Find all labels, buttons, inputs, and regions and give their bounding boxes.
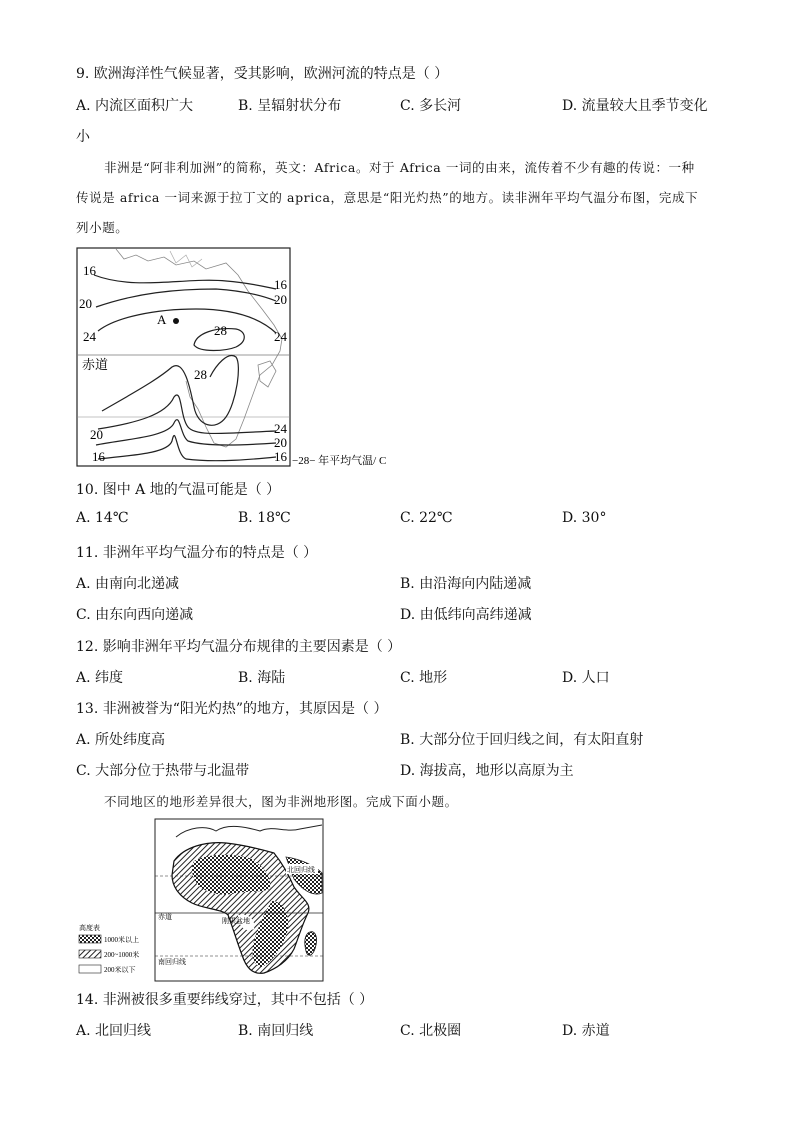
legend-swatch-mid: [79, 950, 101, 958]
point-a-marker: [173, 318, 179, 324]
intro1-line1: 非洲是“阿非利加洲”的简称，英文：Africa。对于 Africa 一词的由来，流传着不少有趣的传说：一种: [104, 160, 695, 175]
q10-stem: 10. 图中 A 地的气温可能是（ ）: [76, 482, 281, 498]
label-24-w: 24: [83, 329, 96, 344]
label-congo-basin: 刚果盆地: [222, 917, 250, 925]
q11-option-c: C. 由东向西向递减: [76, 607, 194, 623]
label-16-nw: 16: [83, 263, 96, 278]
label-16-se: 16: [274, 449, 287, 464]
q12-option-c: C. 地形: [400, 670, 448, 686]
intro1-line3: 列小题。: [76, 220, 129, 235]
temperature-map: [76, 247, 396, 469]
q9-option-d-wrap: 小: [76, 129, 90, 145]
q10-option-a: A. 14℃: [76, 510, 129, 526]
q12-option-d: D. 人口: [562, 670, 610, 686]
intro1-line2: 传说是 africa 一词来源于拉丁文的 aprica，意思是“阳光灼热”的地方。读非洲年平均气温分布图，完成下: [76, 190, 699, 205]
q12-option-a: A. 纬度: [76, 670, 124, 686]
label-equator-2: 赤道: [158, 913, 172, 921]
q14-stem: 14. 非洲被很多重要纬线穿过，其中不包括（ ）: [76, 992, 374, 1008]
label-24-se: 24: [274, 421, 287, 436]
q10-option-d: D. 30°: [562, 510, 607, 526]
legend-low: 200米以下: [104, 966, 136, 974]
q13-option-c: C. 大部分位于热带与北温带: [76, 763, 250, 779]
q13-option-b: B. 大部分位于回归线之间，有太阳直射: [400, 732, 644, 748]
q11-option-a: A. 由南向北递减: [76, 576, 180, 592]
q13-stem: 13. 非洲被誉为“阳光灼热”的地方，其原因是（ ）: [76, 701, 388, 717]
label-20-se: 20: [274, 435, 287, 450]
q9-option-d: D. 流量较大且季节变化: [562, 98, 708, 114]
topography-map: [76, 817, 328, 983]
label-20-w: 20: [79, 296, 92, 311]
q13-option-d: D. 海拔高，地形以高原为主: [400, 763, 574, 779]
q11-option-b: B. 由沿海向内陆递减: [400, 576, 532, 592]
q10-option-b: B. 18℃: [238, 510, 291, 526]
label-20-e: 20: [274, 292, 287, 307]
label-16-sw: 16: [92, 449, 105, 464]
label-point-a: A: [157, 312, 167, 327]
q9-option-b: B. 呈辐射状分布: [238, 98, 342, 114]
legend-isotherm: −28− 年平均气温/ C: [292, 455, 387, 467]
q9-option-a: A. 内流区面积广大: [76, 98, 194, 114]
q14-option-c: C. 北极圈: [400, 1023, 462, 1039]
legend-mid: 200~1000米: [104, 951, 140, 959]
label-16-ne: 16: [274, 277, 287, 292]
q12-stem: 12. 影响非洲年平均气温分布规律的主要因素是（ ）: [76, 639, 402, 655]
legend-high: 1000米以上: [104, 936, 139, 944]
legend-title: 高度表: [79, 924, 100, 932]
q9-option-c: C. 多长河: [400, 98, 462, 114]
legend-swatch-high: [79, 935, 101, 943]
legend-swatch-low: [79, 965, 101, 973]
q9-stem: 9. 欧洲海洋性气候显著，受其影响，欧洲河流的特点是（ ）: [76, 66, 449, 82]
label-28-north: 28: [214, 323, 227, 338]
label-24-e: 24: [274, 329, 287, 344]
q14-option-b: B. 南回归线: [238, 1023, 314, 1039]
label-tropic-north: 北回归线: [287, 866, 315, 874]
q14-option-a: A. 北回归线: [76, 1023, 152, 1039]
label-tropic-south: 南回归线: [158, 958, 186, 966]
label-28-south: 28: [194, 367, 207, 382]
q10-option-c: C. 22℃: [400, 510, 453, 526]
q13-option-a: A. 所处纬度高: [76, 732, 166, 748]
label-equator: 赤道: [82, 357, 109, 372]
q11-option-d: D. 由低纬向高纬递减: [400, 607, 532, 623]
q14-option-d: D. 赤道: [562, 1023, 610, 1039]
intro2-text: 不同地区的地形差异很大，图为非洲地形图。完成下面小题。: [104, 794, 458, 809]
q12-option-b: B. 海陆: [238, 670, 286, 686]
q11-stem: 11. 非洲年平均气温分布的特点是（ ）: [76, 545, 318, 561]
label-20-sw: 20: [90, 427, 103, 442]
